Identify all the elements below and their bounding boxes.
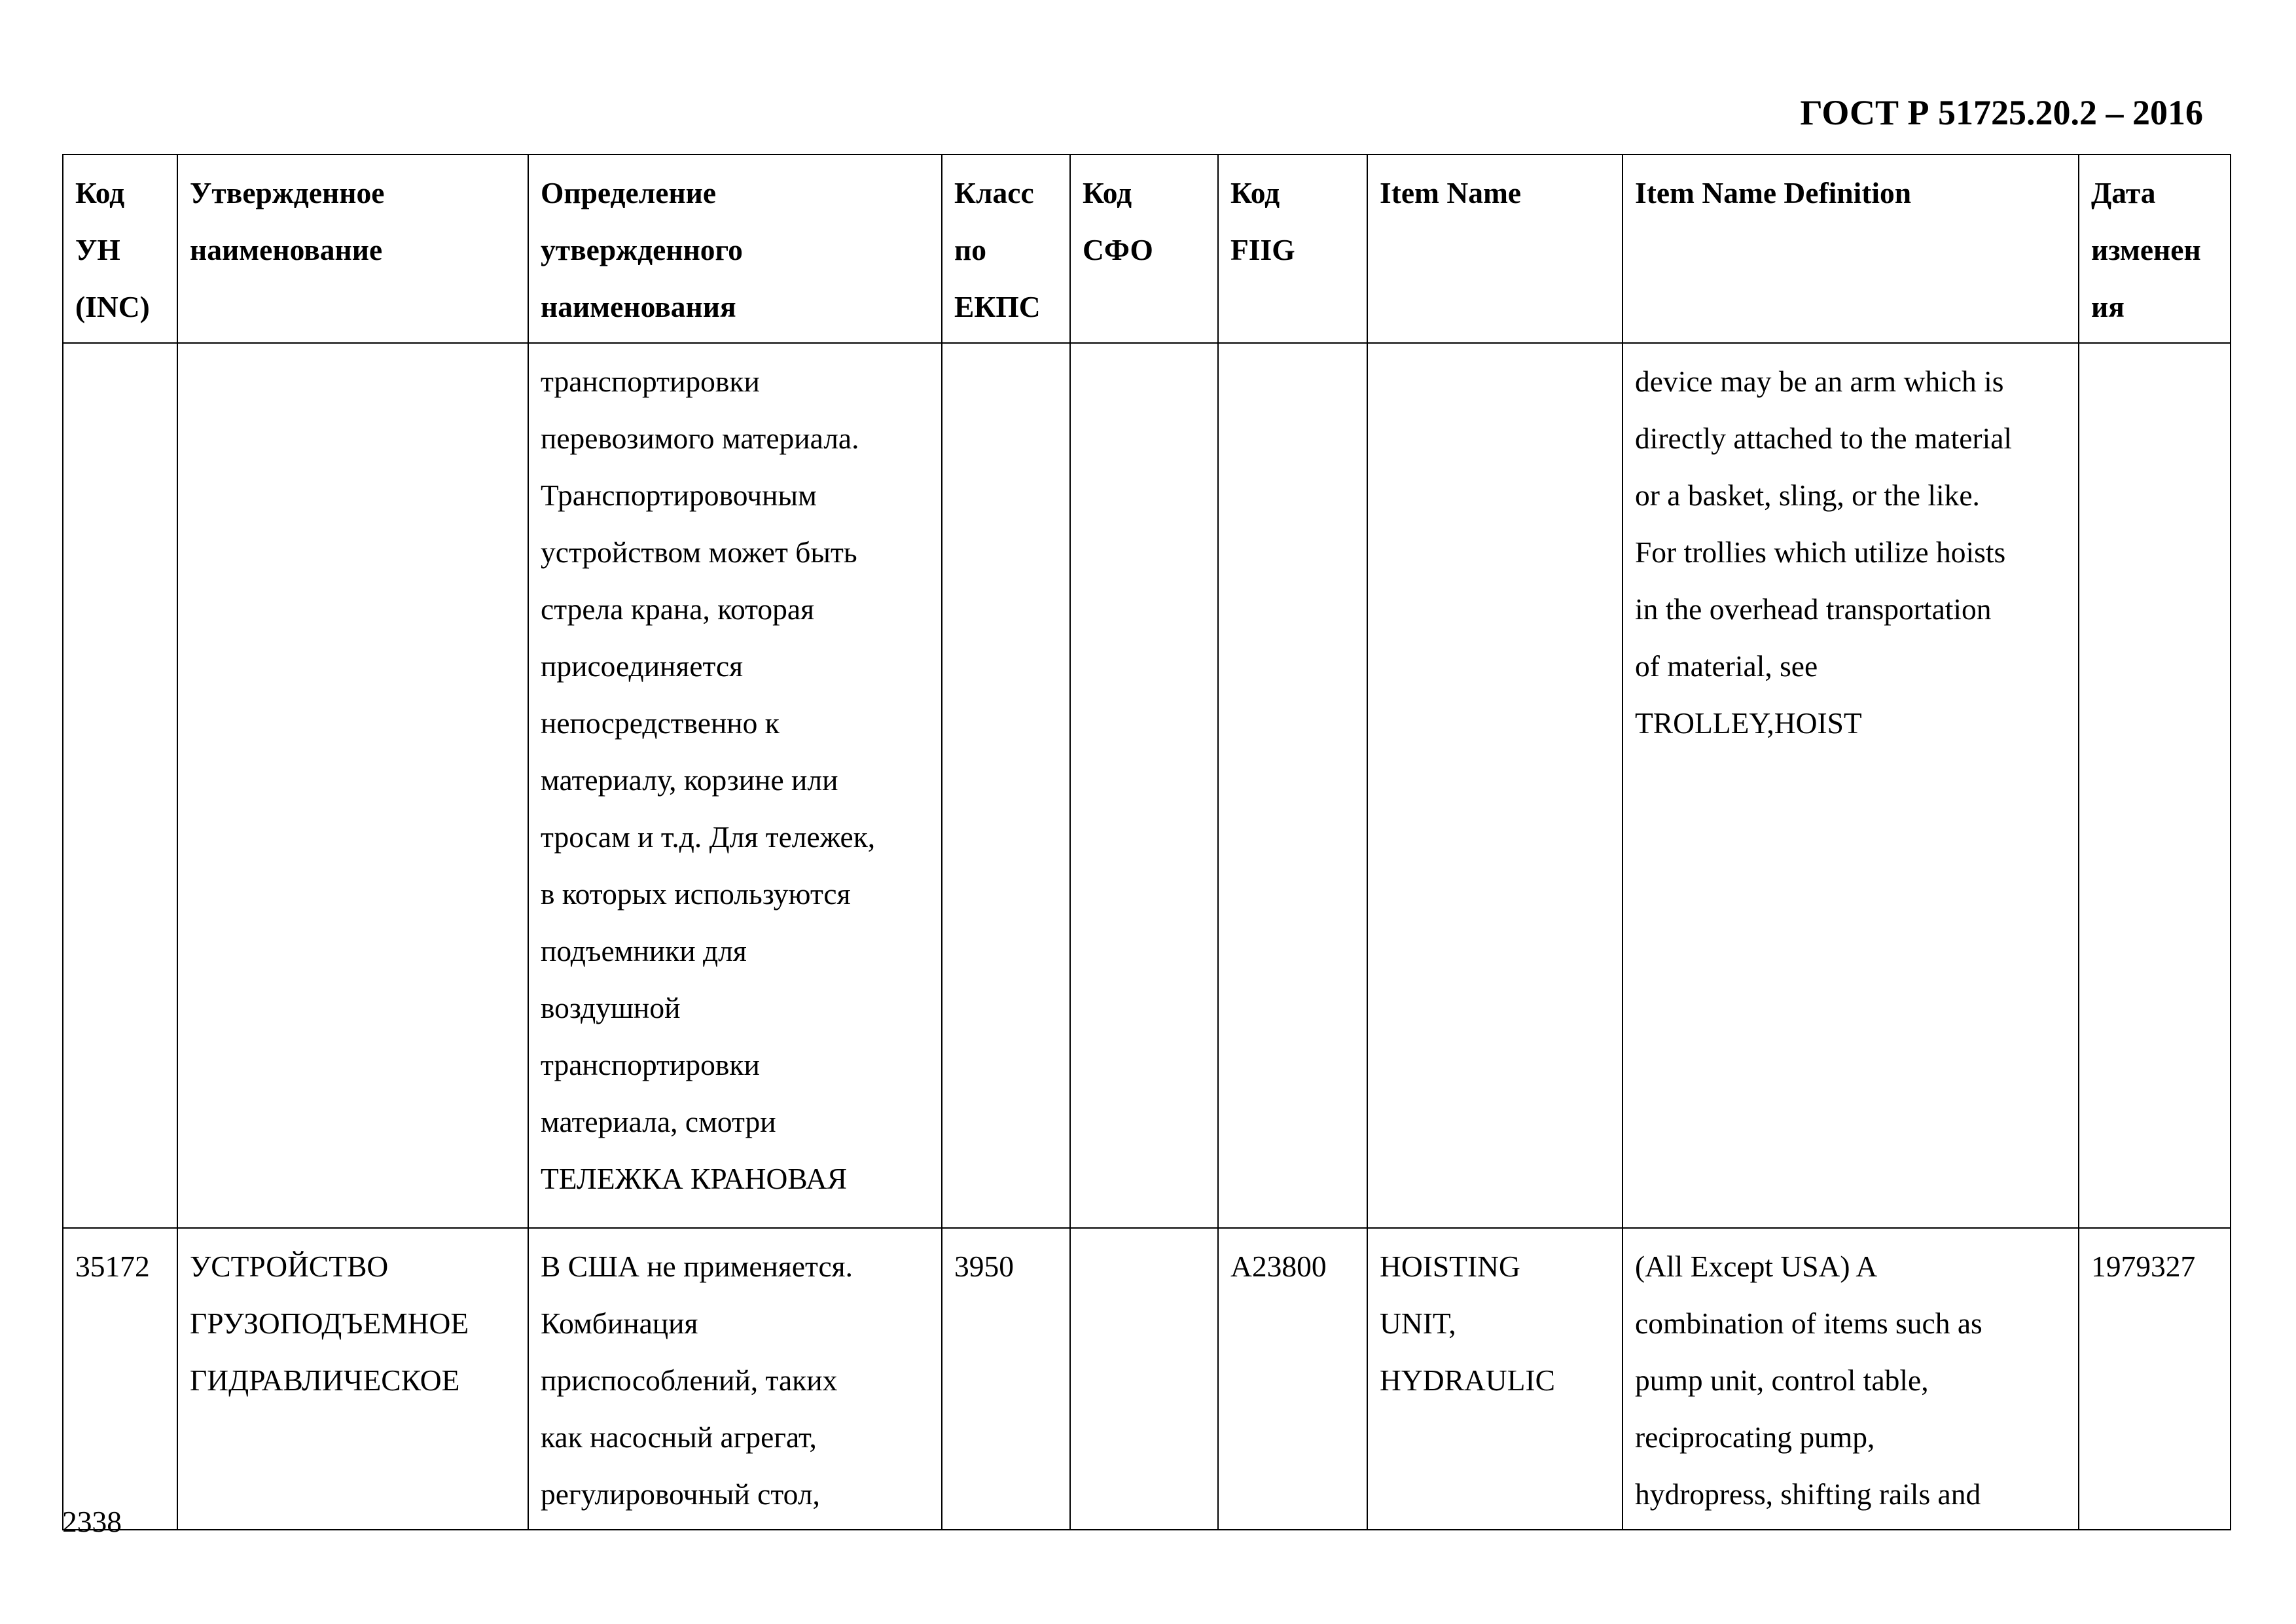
cell-inc-code: 35172 — [63, 1228, 177, 1530]
cell-item-name: HOISTING UNIT, HYDRAULIC — [1367, 1228, 1623, 1530]
header-item-name-definition: Item Name Definition — [1623, 154, 2079, 343]
cell-fiig-code: A23800 — [1218, 1228, 1367, 1530]
header-change-date: Дата изменен ия — [2079, 154, 2231, 343]
catalog-table — [62, 154, 2231, 1530]
header-approved-name: Утвержденное наименование — [177, 154, 528, 343]
header-item-name: Item Name — [1367, 154, 1623, 343]
header-sfo-code: Код СФО — [1070, 154, 1218, 343]
header-row — [63, 154, 2231, 343]
cell-inc-code — [63, 343, 177, 1228]
cell-approved-name: УСТРОЙСТВО ГРУЗОПОДЪЕМНОЕ ГИДРАВЛИЧЕСКОЕ — [177, 1228, 528, 1530]
cell-sfo-code — [1070, 343, 1218, 1228]
table-row — [63, 343, 2231, 1228]
cell-name-definition: В США не применяется. Комбинация приспособлений, таких как насосный агрегат, регулировочный стол, — [528, 1228, 942, 1530]
header-name-definition: Определение утвержденного наименования — [528, 154, 942, 343]
cell-approved-name — [177, 343, 528, 1228]
cell-fiig-code — [1218, 343, 1367, 1228]
cell-item-name-definition: (All Except USA) A combination of items such as pump unit, control table, reciprocating pump, hydropress, shifting rails and — [1623, 1228, 2079, 1530]
cell-class — [942, 343, 1070, 1228]
cell-name-definition: транспортировки перевозимого материала. Транспортировочным устройством может быть стрела крана, которая присоединяется непосредственно к материалу, корзине или тросам и т.д. Для тележек, в которых используются подъемники для воздушной транспортировки материала, смотри ТЕЛЕЖКА КРАНОВАЯ — [528, 343, 942, 1228]
cell-item-name — [1367, 343, 1623, 1228]
document-header: ГОСТ Р 51725.20.2 – 2016 — [1800, 93, 2203, 132]
cell-change-date: 1979327 — [2079, 1228, 2231, 1530]
cell-change-date — [2079, 343, 2231, 1228]
header-fiig-code: Код FIIG — [1218, 154, 1367, 343]
cell-sfo-code — [1070, 1228, 1218, 1530]
header-class: Класс по ЕКПС — [942, 154, 1070, 343]
cell-item-name-definition: device may be an arm which is directly attached to the material or a basket, sling, or the like. For trollies which utilize hoists in the overhead transportation of material, see TROLLEY,HOIST — [1623, 343, 2079, 1228]
page-number: 2338 — [62, 1505, 122, 1538]
table-row — [63, 1228, 2231, 1530]
cell-class: 3950 — [942, 1228, 1070, 1530]
header-inc-code: Код УН (INC) — [63, 154, 177, 343]
